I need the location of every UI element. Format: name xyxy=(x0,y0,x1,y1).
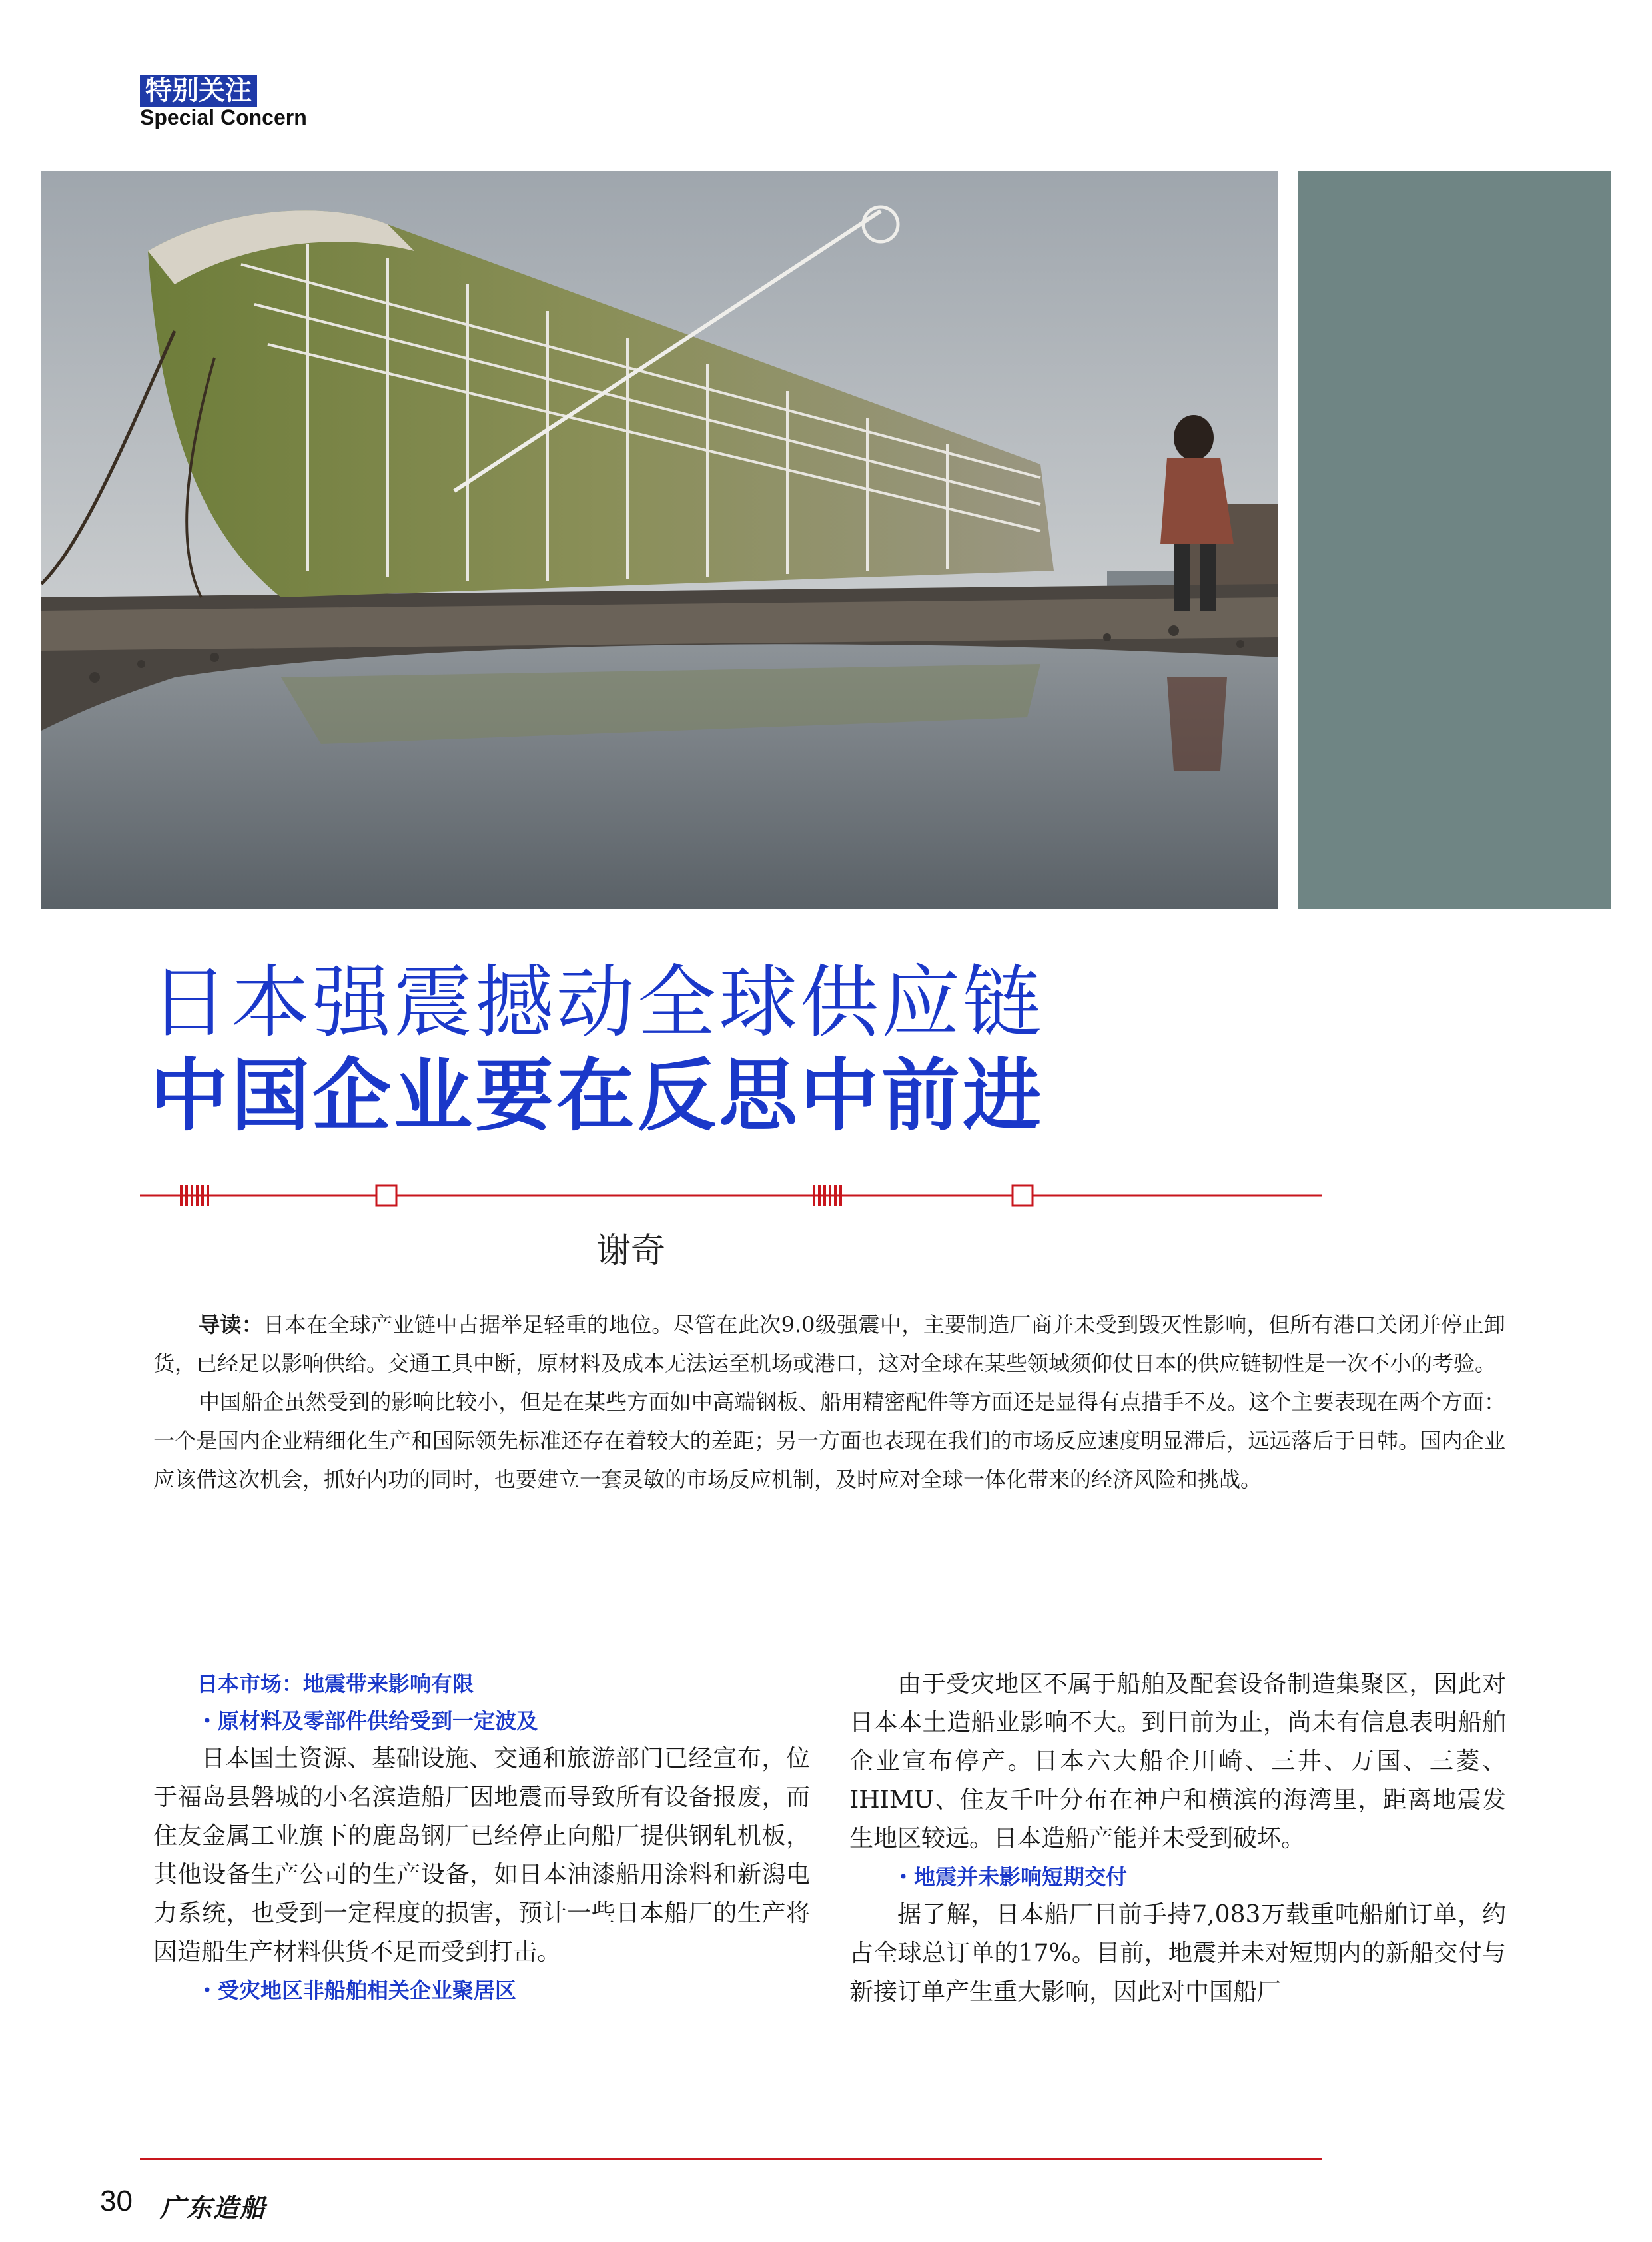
bottom-rule xyxy=(140,2158,1322,2160)
headline: 日本强震撼动全球供应链 xyxy=(150,956,1044,1048)
subheading-disaster-area: ・受灾地区非船舶相关企业聚居区 xyxy=(197,1978,517,2003)
stranded-ship-photo xyxy=(41,171,1278,909)
intro-block xyxy=(153,1306,1505,1499)
section-heading-japan-market: 日本市场：地震带来影响有限 xyxy=(197,1671,474,1696)
side-color-panel xyxy=(1298,171,1611,909)
subheading-delivery: ・地震并未影响短期交付 xyxy=(893,1864,1128,1890)
left-column xyxy=(153,1665,810,2009)
section-label-cn: 特别关注 xyxy=(140,75,257,107)
subheading-materials: ・原材料及零部件供给受到一定波及 xyxy=(197,1708,538,1734)
intro-label: 导读： xyxy=(199,1312,264,1337)
decorative-rule xyxy=(140,1176,1322,1216)
subheadline: 中国企业要在反思中前进 xyxy=(150,1050,1044,1142)
intro-paragraph-1 xyxy=(153,1306,1505,1383)
intro-text-1: 日本在全球产业链中占据举足轻重的地位。尽管在此次9.0级强震中，主要制造厂商并未受到毁灭性影响，但所有港口关闭并停止卸货，已经足以影响供给。交通工具中断，原材料及成本无法运至机场或港口，这对全球在某些领域须仰仗日本的供应链韧性是一次不小的考验。 xyxy=(153,1312,1505,1376)
body-paragraph-right-2: 据了解，日本船厂目前手持7,083万载重吨船舶订单，约占全球总订单的17%。目前，地震并未对短期内的新船交付与新接订单产生重大影响，因此对中国船厂 xyxy=(849,1901,1506,2006)
intro-paragraph-2: 中国船企虽然受到的影响比较小，但是在某些方面如中高端钢板、船用精密配件等方面还是显得有点措手不及。这个主要表现在两个方面：一个是国内企业精细化生产和国际领先标准还存在着较大的差距；另一方面也表现在我们的市场反应速度明显滞后，远远落后于日韩。国内企业应该借这次机会，抓好内功的同时，也要建立一套灵敏的市场反应机制，及时应对全球一体化带来的经济风险和挑战。 xyxy=(153,1389,1505,1492)
body-paragraph-left-1: 日本国土资源、基础设施、交通和旅游部门已经宣布，位于福岛县磐城的小名滨造船厂因地震而导致所有设备报废，而住友金属工业旗下的鹿岛钢厂已经停止向船厂提供钢轧机板，其他设备生产公司的生产设备，如日本油漆船用涂料和新潟电力系统，也受到一定程度的损害，预计一些日本船厂的生产将因造船生产材料供货不足而受到打击。 xyxy=(153,1745,810,1966)
page-number: 30 xyxy=(100,2185,133,2217)
body-paragraph-right-1: 由于受灾地区不属于船舶及配套设备制造集聚区，因此对日本本土造船业影响不大。到目前为止，尚未有信息表明船舶企业宣布停产。日本六大船企川崎、三井、万国、三菱、IHIMU、住友千叶分布在神户和横滨的海湾里，距离地震发生地区较远。日本造船产能并未受到破坏。 xyxy=(849,1671,1506,1852)
right-column xyxy=(849,1665,1506,2012)
magazine-logo: 广东造船 xyxy=(160,2193,267,2223)
author-name: 谢奇 xyxy=(596,1231,666,1271)
section-label-en: Special Concern xyxy=(140,105,307,129)
